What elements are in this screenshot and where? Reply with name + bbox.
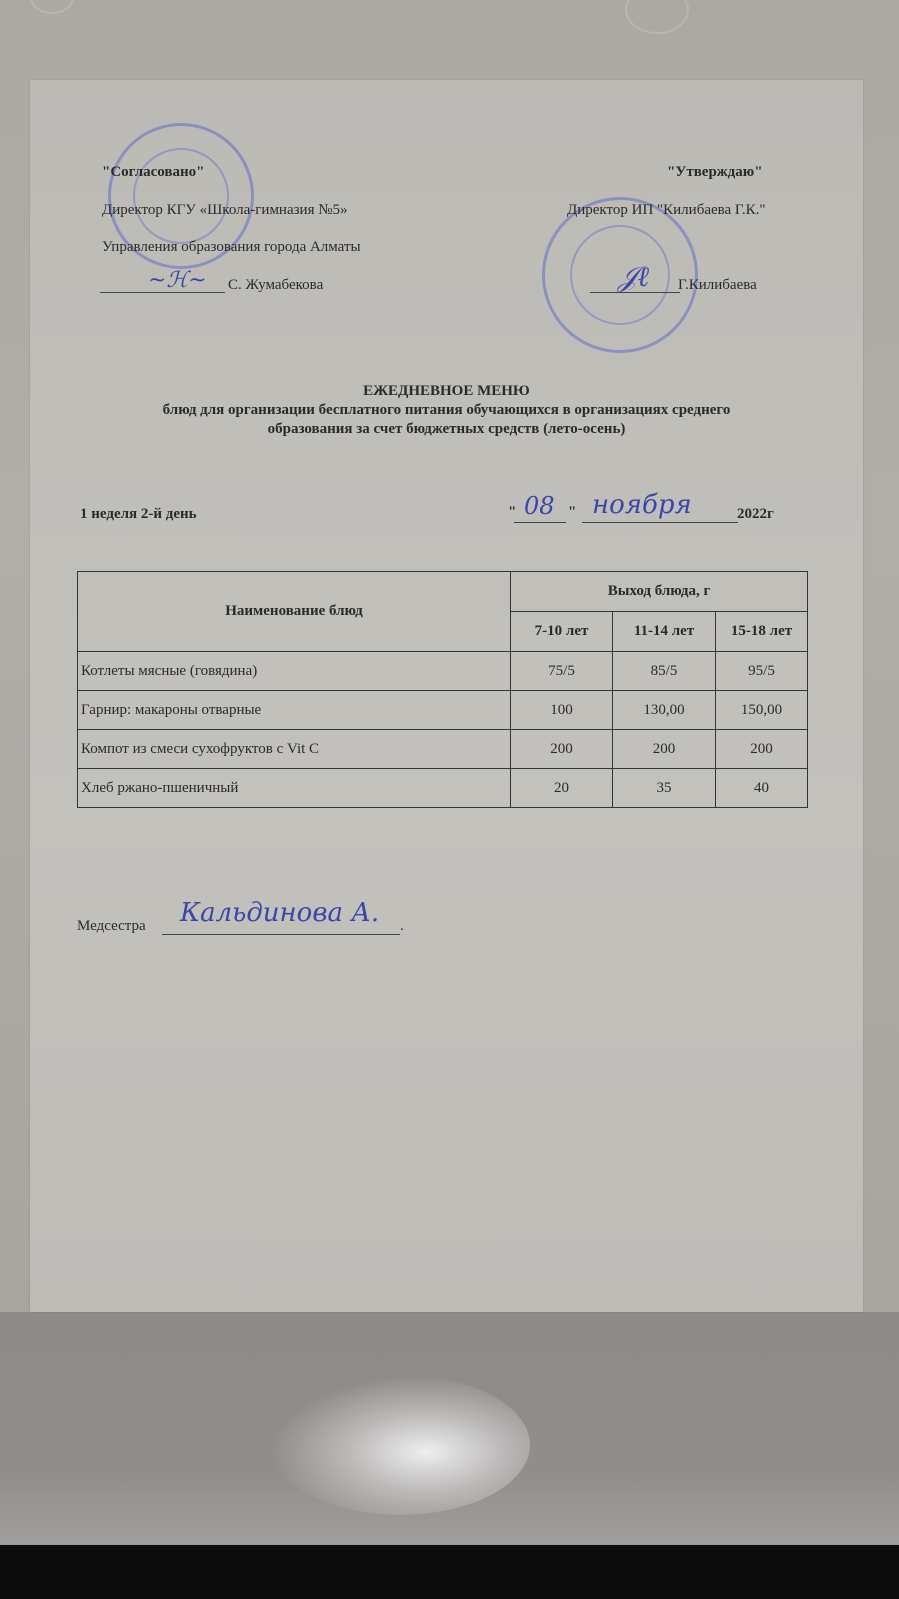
light-glare bbox=[270, 1375, 530, 1515]
portion-11-14: 35 bbox=[613, 769, 716, 808]
portion-15-18: 40 bbox=[716, 769, 808, 808]
week-day-label: 1 неделя 2-й день bbox=[80, 506, 197, 522]
menu-document bbox=[30, 80, 863, 1312]
date-month-line bbox=[582, 522, 738, 523]
stamp-inner-ring bbox=[133, 148, 229, 244]
nurse-trailing-dot: . bbox=[400, 918, 404, 934]
date-year: 2022г bbox=[737, 506, 774, 522]
nurse-handwritten-signature: Кальдинова А. bbox=[180, 898, 380, 928]
handwritten-day: 08 bbox=[524, 492, 555, 520]
header-dish-name: Наименование блюд bbox=[78, 572, 511, 652]
dish-name: Гарнир: макароны отварные bbox=[78, 691, 511, 730]
table-row bbox=[78, 691, 808, 730]
dark-bottom-edge bbox=[0, 1545, 899, 1599]
portion-11-14: 200 bbox=[613, 730, 716, 769]
nurse-signature-line bbox=[162, 934, 400, 935]
header-portion-output: Выход блюда, г bbox=[511, 572, 808, 612]
handwritten-month: ноября bbox=[592, 490, 692, 520]
table-row bbox=[78, 769, 808, 808]
portion-15-18: 150,00 bbox=[716, 691, 808, 730]
portion-11-14: 85/5 bbox=[613, 652, 716, 691]
portion-7-10: 20 bbox=[511, 769, 613, 808]
approval-right-signer: Г.Килибаева bbox=[678, 277, 757, 293]
approval-left-signer: С. Жумабекова bbox=[228, 277, 324, 293]
approval-left-line1: Директор КГУ «Школа-гимназия №5» bbox=[102, 202, 348, 218]
approval-right-line1: Директор ИП "Килибаева Г.К." bbox=[567, 202, 766, 218]
date-quote-close: " bbox=[568, 504, 577, 520]
portion-15-18: 200 bbox=[716, 730, 808, 769]
table-row bbox=[78, 730, 808, 769]
header-age-11-14: 11-14 лет bbox=[613, 612, 716, 652]
dish-name: Компот из смеси сухофруктов с Vit C bbox=[78, 730, 511, 769]
table-row bbox=[78, 652, 808, 691]
document-subtitle-line1: блюд для организации бесплатного питания обучающихся в организациях среднего bbox=[162, 402, 731, 418]
date-quote-open: " bbox=[508, 504, 517, 520]
portion-15-18: 95/5 bbox=[716, 652, 808, 691]
dish-name: Котлеты мясные (говядина) bbox=[78, 652, 511, 691]
table-header-row bbox=[78, 572, 808, 612]
portion-7-10: 75/5 bbox=[511, 652, 613, 691]
document-title: ЕЖЕДНЕВНОЕ МЕНЮ bbox=[363, 383, 530, 399]
portion-7-10: 100 bbox=[511, 691, 613, 730]
approval-left-line2: Управления образования города Алматы bbox=[102, 239, 361, 255]
dish-name: Хлеб ржано-пшеничный bbox=[78, 769, 511, 808]
approval-right-heading: "Утверждаю" bbox=[667, 164, 763, 180]
approval-left-heading: "Согласовано" bbox=[102, 164, 205, 180]
portion-7-10: 200 bbox=[511, 730, 613, 769]
nurse-label: Медсестра bbox=[77, 918, 146, 934]
portion-11-14: 130,00 bbox=[613, 691, 716, 730]
document-subtitle-line2: образования за счет бюджетных средств (лето-осень) bbox=[267, 421, 626, 437]
header-age-7-10: 7-10 лет bbox=[511, 612, 613, 652]
menu-table bbox=[77, 571, 808, 808]
handwritten-signature-left: ~ℋ~ bbox=[148, 268, 207, 293]
date-day-line bbox=[514, 522, 566, 523]
handwritten-signature-right: 𝒥ℓ bbox=[618, 260, 649, 293]
header-age-15-18: 15-18 лет bbox=[716, 612, 808, 652]
